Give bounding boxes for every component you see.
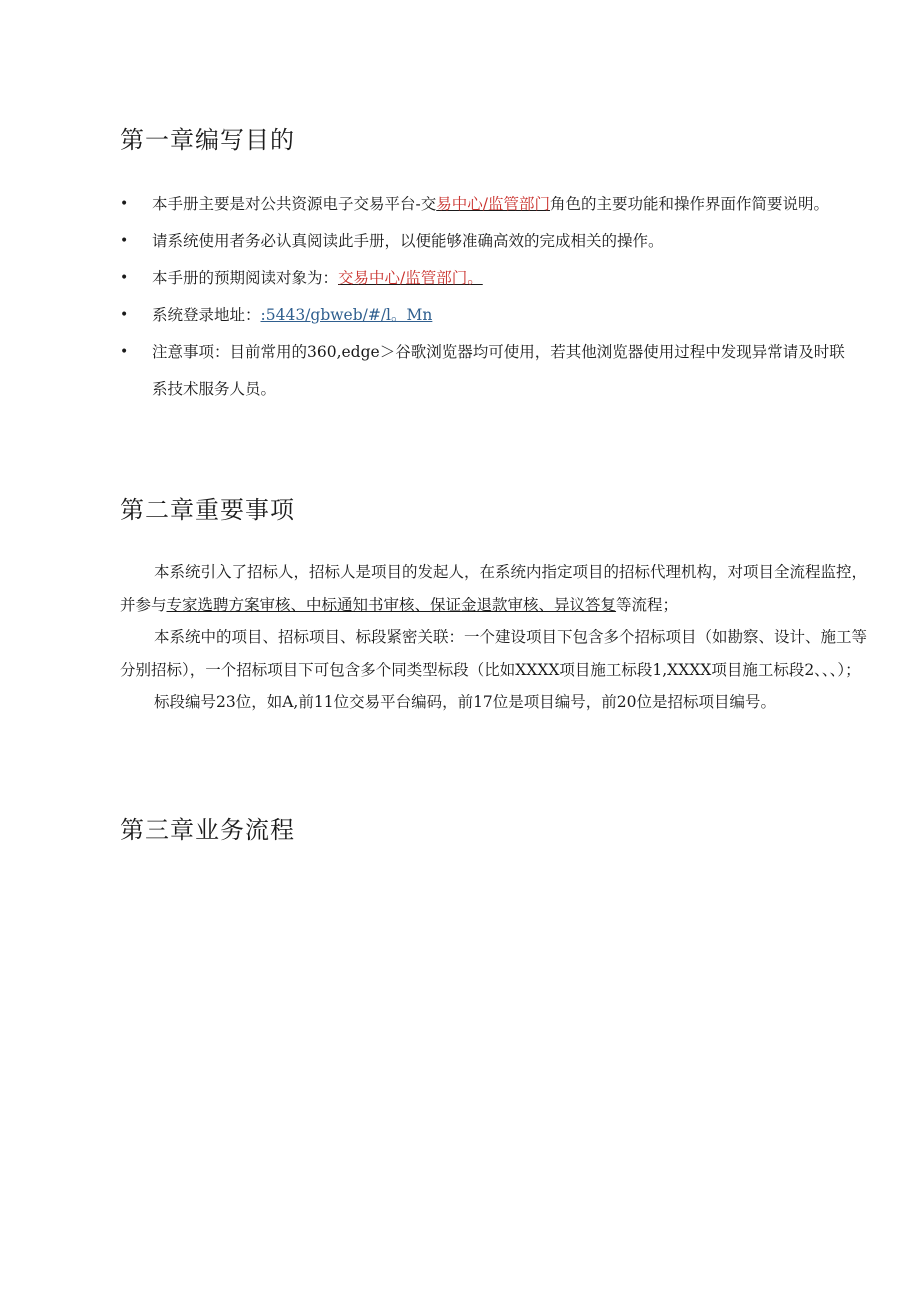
chapter2-heading: 第二章重要事项	[120, 496, 295, 524]
list-item	[120, 223, 860, 260]
bullet-icon: •	[120, 196, 129, 212]
chapter2-body	[120, 556, 876, 719]
bullet-icon: •	[120, 233, 129, 249]
chapter2-paragraph-2: 本系统中的项目、招标项目、标段紧密关联：一个建设项目下包含多个招标项目（如勘察、设计、施工等分别招标），一个招标项目下可包含多个同类型标段（比如XXXX项目施工标段1,XXXX项目施工标段2、、、）；	[120, 628, 868, 679]
chapter2-paragraph-3: 标段编号23位，如A,前11位交易平台编码，前17位是项目编号，前20位是招标项目编号。	[154, 693, 777, 711]
list-item	[120, 260, 860, 297]
list-item	[120, 186, 860, 223]
item1-text-pre: 本手册主要是对公共资源电子交易平台-交	[152, 195, 437, 213]
item5-text: 注意事项：目前常用的360,edge＞谷歌浏览器均可使用，若其他浏览器使用过程中发现异常请及时联系技术服务人员。	[152, 343, 845, 398]
chapter1-heading: 第一章编写目的	[120, 126, 295, 154]
chapter1-bullet-list	[120, 186, 860, 408]
chapter3-heading: 第三章业务流程	[120, 816, 295, 844]
item3-text-pre: 本手册的预期阅读对象为：	[152, 269, 339, 287]
item2-text: 请系统使用者务必认真阅读此手册，以便能够准确高效的完成相关的操作。	[152, 232, 664, 250]
p1-text-post: 等流程；	[616, 595, 679, 614]
list-item	[120, 297, 860, 334]
item4-text-pre: 系统登录地址：	[152, 306, 261, 324]
bullet-icon: •	[120, 307, 129, 323]
p1-underlined-text: 专家选聘方案审核、中标通知书审核、保证金退款审核、异议答复	[166, 595, 617, 614]
item1-highlight: 易中心/监管部门	[436, 195, 550, 213]
bullet-icon: •	[120, 270, 129, 286]
item3-highlight: 交易中心/监管部门。	[338, 269, 483, 287]
list-item	[120, 334, 860, 408]
login-address-link[interactable]: :5443/gbweb/#/l。Mn	[260, 306, 433, 324]
bullet-icon: •	[120, 344, 129, 360]
item1-text-post: 角色的主要功能和操作界面作简要说明。	[549, 195, 829, 213]
chapter2-paragraph-1	[120, 556, 876, 621]
p1-text-pre: 本系统引入了招标人，招标人是项目的发起人，在系统内指定项目的招标代理机构，对项目全流程监控，并参与	[120, 563, 868, 614]
